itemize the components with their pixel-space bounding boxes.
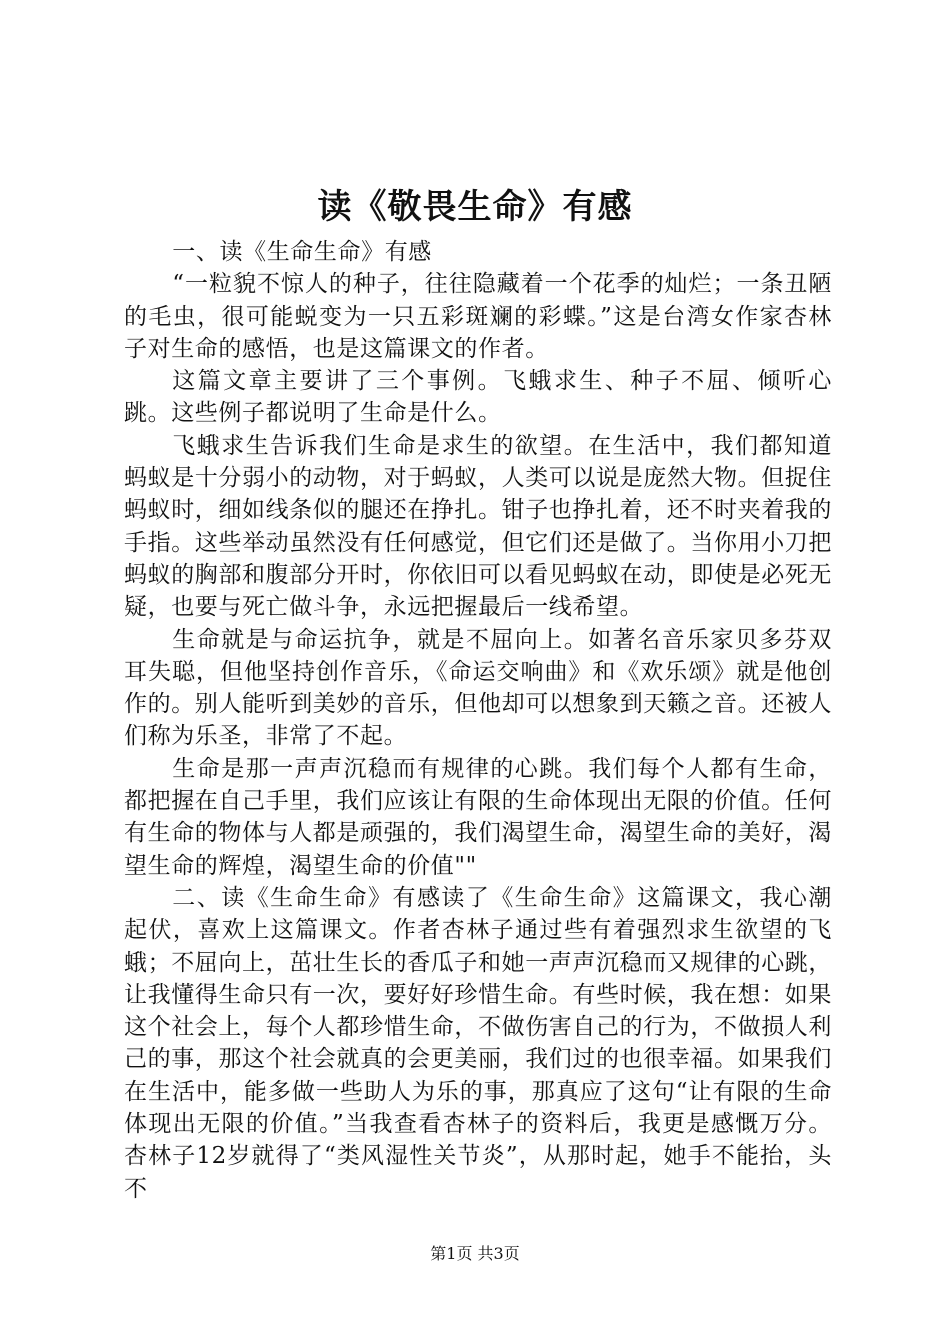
document-body bbox=[124, 236, 832, 1205]
body-paragraph: 一、读《生命生命》有感 bbox=[172, 239, 432, 265]
body-paragraph: 生命就是与命运抗争，就是不屈向上。如著名音乐家贝多芬双耳失聪，但他坚持创作音乐，《命运交响曲》和《欢乐颂》就是他创作的。别人能听到美妙的音乐，但他却可以想象到天籁之音。还被人们称为乐圣，非常了不起。 bbox=[124, 626, 832, 750]
body-paragraph: 这篇文章主要讲了三个事例。飞蛾求生、种子不屈、倾听心跳。这些例子都说明了生命是什么。 bbox=[124, 368, 832, 427]
body-paragraph: 二、读《生命生命》有感读了《生命生命》这篇课文，我心潮起伏，喜欢上这篇课文。作者杏林子通过些有着强烈求生欲望的飞蛾；不屈向上，茁壮生长的香瓜子和她一声声沉稳而又规律的心跳，让我懂得生命只有一次，要好好珍惜生命。有些时候，我在想：如果这个社会上，每个人都珍惜生命，不做伤害自己的行为，不做损人利己的事，那这个社会就真的会更美丽，我们过的也很幸福。如果我们在生活中，能多做一些助人为乐的事，那真应了这句“让有限的生命体现出无限的价值。”当我查看杏林子的资料后，我更是感慨万分。杏林子12岁就得了“类风湿性关节炎”，从那时起，她手不能抬，头不 bbox=[124, 884, 832, 1202]
body-paragraph: 飞蛾求生告诉我们生命是求生的欲望。在生活中，我们都知道蚂蚁是十分弱小的动物，对于蚂蚁，人类可以说是庞然大物。但捉住蚂蚁时，细如线条似的腿还在挣扎。钳子也挣扎着，还不时夹着我的手指。这些举动虽然没有任何感觉，但它们还是做了。当你用小刀把蚂蚁的胸部和腹部分开时，你依旧可以看见蚂蚁在动，即使是必死无疑，也要与死亡做斗争，永远把握最后一线希望。 bbox=[124, 432, 832, 621]
page-footer: 第1页 共3页 bbox=[430, 1244, 520, 1263]
document-title: 读《敬畏生命》有感 bbox=[317, 187, 633, 227]
body-paragraph: “一粒貌不惊人的种子，往往隐藏着一个花季的灿烂；一条丑陋的毛虫，很可能蜕变为一只五彩斑斓的彩蝶。”这是台湾女作家杏林子对生命的感悟，也是这篇课文的作者。 bbox=[124, 271, 832, 362]
body-paragraph: 生命是那一声声沉稳而有规律的心跳。我们每个人都有生命，都把握在自己手里，我们应该让有限的生命体现出无限的价值。任何有生命的物体与人都是顽强的，我们渴望生命，渴望生命的美好，渴望生命的辉煌，渴望生命的价值"" bbox=[124, 755, 832, 879]
